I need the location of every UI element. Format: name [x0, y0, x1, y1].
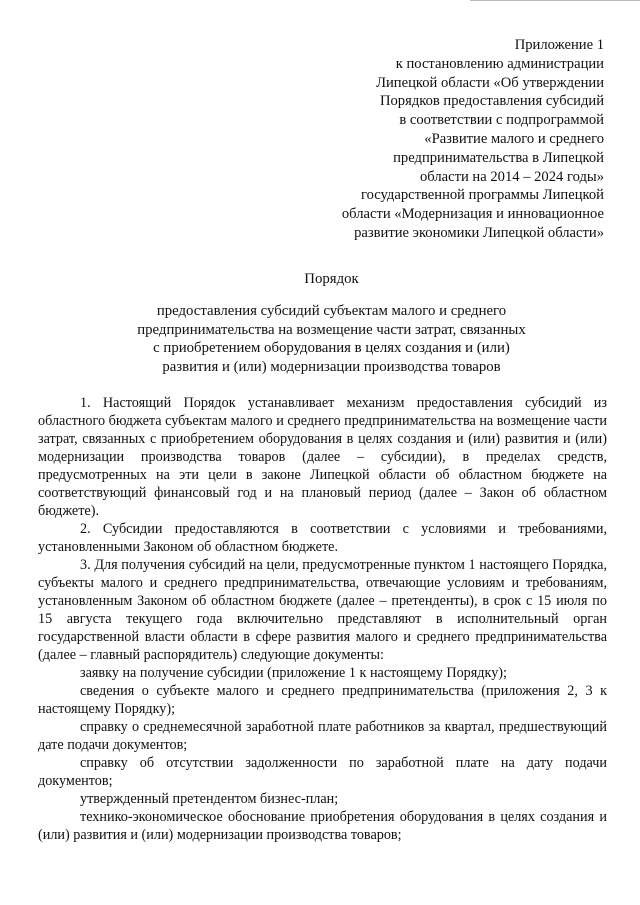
list-item: технико-экономическое обоснование приобретения оборудования в целях создания и (или) развития и (или) модернизации производства товаров; [38, 809, 607, 843]
subtitle-line: предпринимательства на возмещение части затрат, связанных [137, 321, 526, 338]
appendix-line: Порядков предоставления субсидий [379, 93, 604, 110]
list-item: справку об отсутствии задолженности по заработной плате на дату подачи документов; [38, 755, 607, 789]
document-body [38, 394, 607, 844]
subtitle-line: развития и (или) модернизации производства товаров [162, 358, 501, 375]
appendix-line: развитие экономики Липецкой области» [354, 224, 604, 241]
document-subtitle [40, 302, 623, 376]
subtitle-line: предоставления субсидий субъектам малого и среднего [156, 303, 507, 319]
appendix-line: предпринимательства в Липецкой [393, 149, 604, 166]
list-item: сведения о субъекте малого и среднего предпринимательства (приложения 2, 3 к настоящему Порядку); [38, 683, 607, 717]
paragraph-1: 1. Настоящий Порядок устанавливает механизм предоставления субсидий из областного бюджета субъектам малого и среднего предпринимательства на возмещение части затрат, связанных с приобретением оборудования в целях создания и (или) развития и (или) модернизации производства товаров (далее – субсидии), в пределах средств, предусмотренных на эти цели в законе Липецкой области об областном бюджете на соответствующий финансовый год и на плановый период (далее – Закон об областном бюджете). [38, 395, 607, 519]
appendix-line: государственной программы Липецкой [360, 187, 604, 204]
list-item: утвержденный претендентом бизнес-план; [80, 791, 339, 807]
paragraph-2: 2. Субсидии предоставляются в соответствии с условиями и требованиями, установленными Законом об областном бюджете. [38, 521, 607, 555]
appendix-line: к постановлению администрации [395, 55, 604, 72]
appendix-header [300, 36, 604, 243]
appendix-line: Липецкой области «Об утверждении [376, 74, 604, 91]
paragraph-3: 3. Для получения субсидий на цели, предусмотренные пунктом 1 настоящего Порядка, субъекты малого и среднего предпринимательства, отвечающие условиям и требованиям, установленным Законом об областном бюджете (далее – претенденты), в срок с 15 июля по 15 августа текущего года включительно представляют в исполнительный орган государственной власти области в сфере развития малого и среднего предпринимательства (далее – главный распорядитель) следующие документы: [38, 557, 607, 663]
appendix-line: в соответствии с подпрограммой [399, 112, 604, 129]
list-item: справку о среднемесячной заработной плате работников за квартал, предшествующий дате подачи документов; [38, 719, 607, 753]
top-edge-line [470, 0, 640, 4]
appendix-line: области на 2014 – 2024 годы» [419, 168, 604, 185]
document-title: Порядок [304, 271, 359, 287]
appendix-line: Приложение 1 [514, 37, 604, 53]
appendix-line: области «Модернизация и инновационное [341, 206, 604, 223]
list-item: заявку на получение субсидии (приложение 1 к настоящему Порядку); [80, 665, 507, 681]
appendix-line: «Развитие малого и среднего [424, 130, 604, 147]
subtitle-line: с приобретением оборудования в целях создания и (или) [153, 340, 510, 357]
